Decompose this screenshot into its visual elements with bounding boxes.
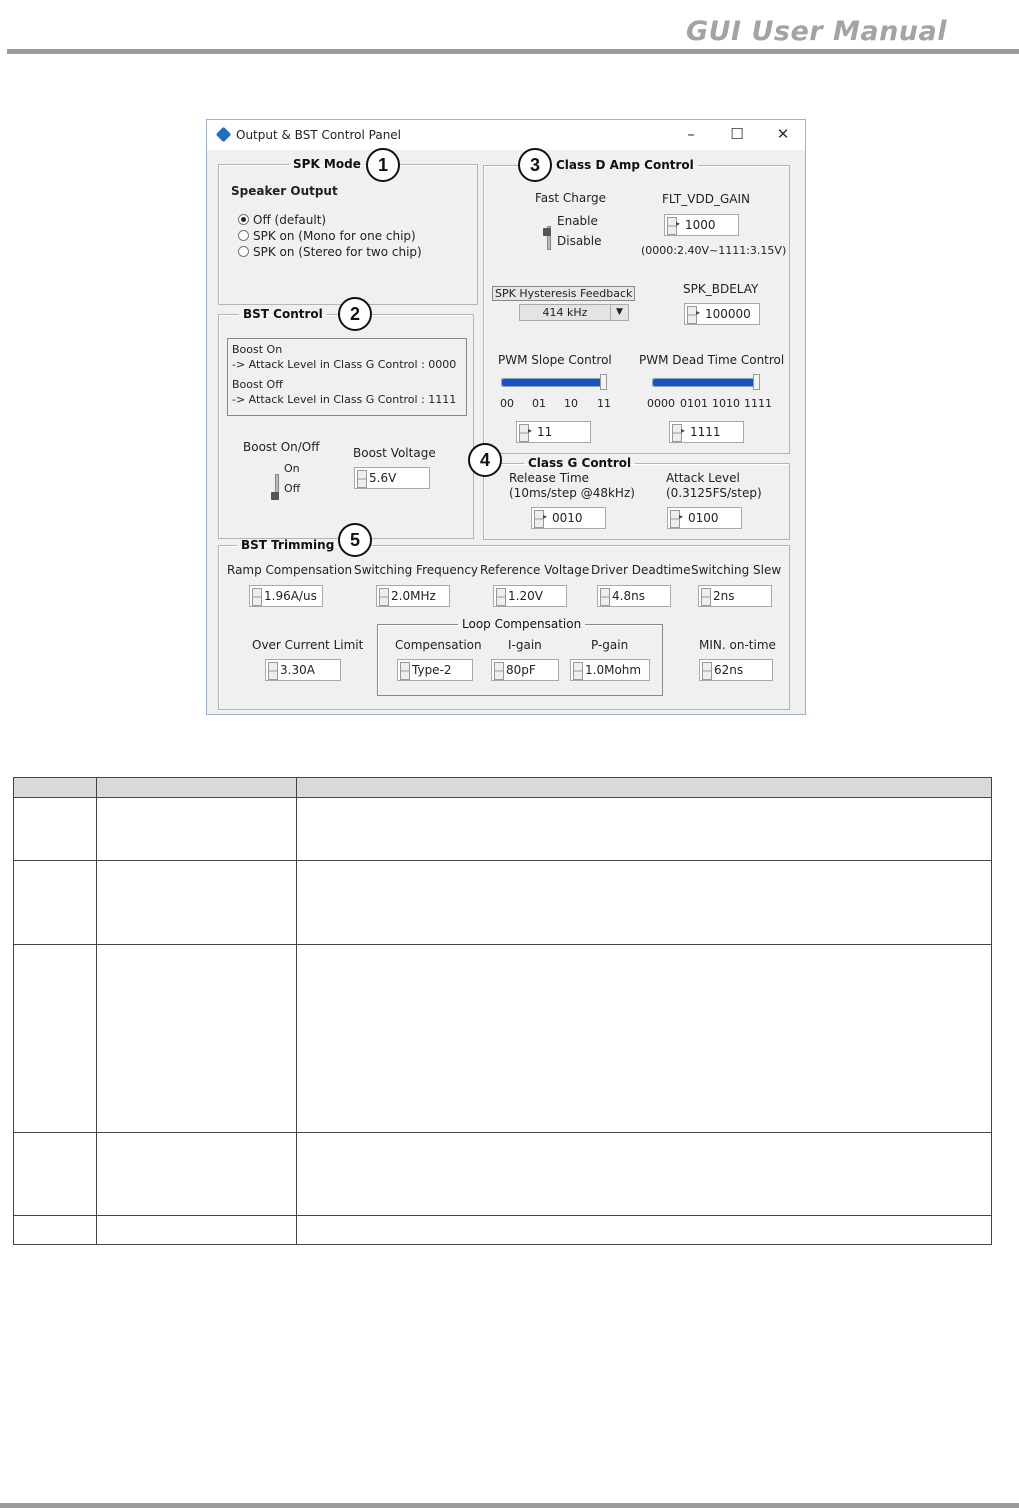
callout-marker-5: 5 — [338, 523, 372, 557]
hysteresis-label: SPK Hysteresis Feedback — [492, 286, 635, 301]
callout-marker-2: 2 — [338, 297, 372, 331]
p-gain-spinbox[interactable]: 1.0Mohm — [570, 659, 650, 681]
boost-off-attack-text: -> Attack Level in Class G Control : 1111 — [232, 393, 457, 406]
bst-trimming-legend: BST Trimming — [241, 538, 335, 552]
ref-voltage-label: Reference Voltage — [480, 563, 590, 577]
boost-on-text: Boost On — [232, 343, 283, 356]
callout-marker-4: 4 — [468, 443, 502, 477]
title-bar — [207, 120, 805, 150]
class-d-legend: Class D Amp Control — [556, 158, 694, 172]
boost-voltage-spinbox[interactable]: 5.6V — [354, 467, 430, 489]
window-title: Output & BST Control Panel — [236, 128, 402, 142]
pwm-dead-label: PWM Dead Time Control — [639, 353, 785, 367]
compensation-label: Compensation — [395, 638, 482, 652]
attack-level-unit: (0.3125FS/step) — [666, 486, 762, 500]
pwm-dead-tick: 1111 — [744, 397, 772, 410]
pwm-dead-tick: 1010 — [712, 397, 740, 410]
release-time-unit: (10ms/step @48kHz) — [509, 486, 635, 500]
attack-level-spinbox[interactable]: 0100 ▸ — [667, 507, 742, 529]
loop-compensation-group — [377, 617, 663, 696]
i-gain-spinbox[interactable]: 80pF — [491, 659, 559, 681]
pwm-slope-spinbox[interactable]: 11 ▸ — [516, 421, 591, 443]
boost-voltage-label: Boost Voltage — [353, 446, 436, 460]
pwm-slope-fill — [502, 379, 606, 386]
boost-off-text: Boost Off — [232, 378, 283, 391]
radio-spk-mono[interactable]: SPK on (Mono for one chip) — [238, 229, 416, 243]
pwm-slope-tick: 00 — [500, 397, 514, 410]
minimize-button[interactable]: – — [687, 125, 695, 143]
table-header-cell — [14, 778, 97, 798]
switch-freq-spinbox[interactable]: 2.0MHz — [376, 585, 450, 607]
switch-slew-spinbox[interactable]: 2ns — [698, 585, 772, 607]
callout-marker-3: 3 — [518, 148, 552, 182]
pwm-slope-tick: 10 — [564, 397, 578, 410]
header-rule — [7, 49, 1019, 54]
table-header-cell — [97, 778, 297, 798]
app-icon — [216, 127, 232, 143]
control-panel-window — [206, 119, 806, 715]
boost-toggle-switch[interactable] — [273, 474, 281, 500]
ref-voltage-spinbox[interactable]: 1.20V — [493, 585, 567, 607]
switch-slew-label: Switching Slew — [691, 563, 782, 577]
spk-bdelay-spinbox[interactable]: 100000 ▸ — [684, 303, 760, 325]
pwm-dead-thumb[interactable] — [753, 374, 760, 390]
callout-marker-1: 1 — [366, 148, 400, 182]
class-g-legend: Class G Control — [528, 456, 632, 470]
radio-icon — [238, 246, 249, 257]
flt-vdd-range-note: (0000:2.40V~1111:3.15V) — [641, 244, 787, 257]
speaker-output-heading: Speaker Output — [231, 184, 338, 198]
over-current-spinbox[interactable]: 3.30A — [265, 659, 341, 681]
flt-vdd-gain-spinbox[interactable]: 1000 ▸ — [664, 214, 739, 236]
pwm-slope-label: PWM Slope Control — [498, 353, 612, 367]
compensation-spinbox[interactable]: Type-2 — [397, 659, 473, 681]
flt-vdd-gain-label: FLT_VDD_GAIN — [662, 192, 750, 206]
description-table — [13, 777, 992, 1245]
table-row — [14, 798, 992, 861]
table-row — [14, 945, 992, 1133]
table-row — [14, 861, 992, 945]
bst-control-legend: BST Control — [243, 307, 323, 321]
pwm-dead-tick: 0000 — [647, 397, 675, 410]
enable-label: Enable — [557, 214, 598, 228]
toggle-off-label: Off — [284, 482, 301, 495]
min-on-time-spinbox[interactable]: 62ns — [699, 659, 773, 681]
pwm-dead-spinbox[interactable]: 1111 ▸ — [669, 421, 744, 443]
radio-spk-off[interactable]: Off (default) — [238, 213, 326, 227]
spk-mode-legend: SPK Mode — [293, 157, 361, 171]
release-time-spinbox[interactable]: 0010 ▸ — [531, 507, 606, 529]
release-time-label: Release Time — [509, 471, 590, 485]
close-button[interactable]: ✕ — [776, 125, 790, 143]
footer-rule — [0, 1503, 1019, 1508]
p-gain-label: P-gain — [591, 638, 629, 652]
i-gain-label: I-gain — [508, 638, 542, 652]
spk-bdelay-label: SPK_BDELAY — [683, 282, 759, 296]
pwm-slope-thumb[interactable] — [600, 374, 607, 390]
table-row — [14, 1216, 992, 1245]
table-header-cell — [297, 778, 992, 798]
over-current-label: Over Current Limit — [252, 638, 364, 652]
boost-onoff-label: Boost On/Off — [243, 440, 320, 454]
table-header-row — [14, 778, 992, 798]
fast-charge-label: Fast Charge — [535, 191, 606, 205]
pwm-slope-tick: 01 — [532, 397, 546, 410]
hysteresis-dropdown[interactable]: 414 kHz ▼ — [519, 304, 629, 321]
pwm-dead-slider[interactable] — [652, 378, 760, 387]
min-on-time-label: MIN. on-time — [699, 638, 776, 652]
table-row — [14, 1133, 992, 1216]
chevron-down-icon: ▼ — [610, 305, 628, 320]
pwm-dead-tick: 0101 — [680, 397, 708, 410]
fast-charge-toggle[interactable] — [545, 226, 553, 252]
ramp-comp-label: Ramp Compensation — [227, 563, 353, 577]
pwm-dead-fill — [653, 379, 759, 386]
document-title: GUI User Manual — [685, 16, 947, 47]
attack-level-label: Attack Level — [666, 471, 740, 485]
ramp-comp-spinbox[interactable]: 1.96A/us — [249, 585, 323, 607]
pwm-slope-tick: 11 — [597, 397, 611, 410]
radio-icon — [238, 230, 249, 241]
driver-deadtime-spinbox[interactable]: 4.8ns — [597, 585, 671, 607]
toggle-on-label: On — [284, 462, 300, 475]
loop-compensation-legend: Loop Compensation — [462, 617, 582, 631]
driver-deadtime-label: Driver Deadtime — [591, 563, 691, 577]
boost-on-attack-text: -> Attack Level in Class G Control : 0000 — [232, 358, 457, 371]
radio-spk-stereo[interactable]: SPK on (Stereo for two chip) — [238, 245, 422, 259]
pwm-slope-slider[interactable] — [501, 378, 607, 387]
maximize-button[interactable]: ☐ — [730, 125, 744, 143]
disable-label: Disable — [557, 234, 602, 248]
switch-freq-label: Switching Frequency — [354, 563, 479, 577]
radio-selected-icon — [238, 214, 249, 225]
